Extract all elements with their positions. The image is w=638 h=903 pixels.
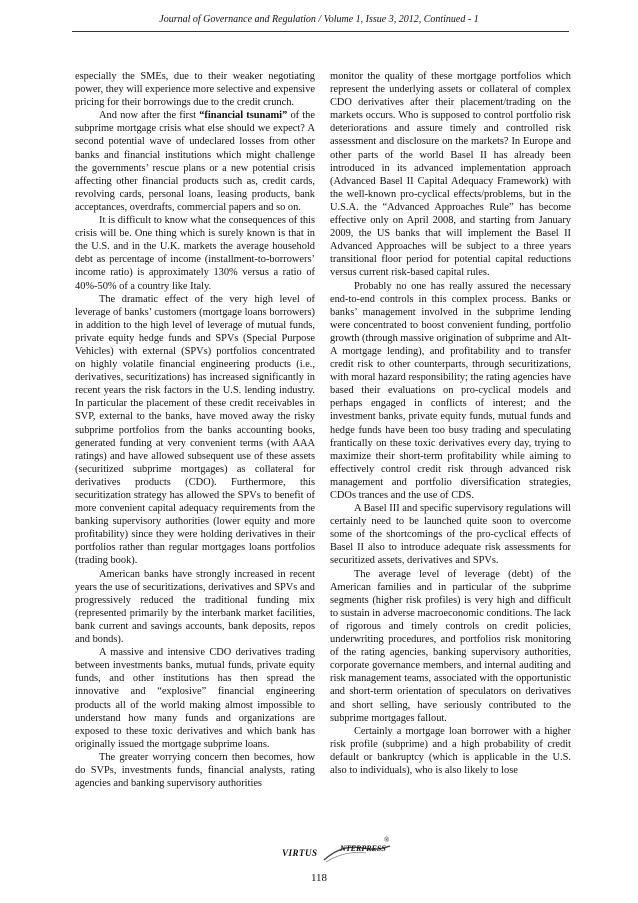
paragraph: A Basel III and specific supervisory regulations will certainly need to be launched quite soon to overcome some of the shortcomings of the pro-cyclical effects of Basel II also to introduce adequate risk assessments for securitized assets, derivatives and SPVs.: [330, 503, 571, 567]
registered-mark: ®: [384, 836, 390, 844]
paragraph: [75, 109, 315, 214]
paragraph-post: of the subprime mortgage crisis what else should we expect? A second potential wave of undeclared losses from other banks and financial institutions which might challenge the governments’ rescue plans or a new potential crisis affecting other financial products such as, credit cards, revolving cards, personal loans, leasing products, bank acceptances, overdrafts, commercial papers and so on.: [75, 110, 315, 213]
paragraph: The average level of leverage (debt) of the American families and in particular of the subprime segments (higher risk profiles) is very high and difficult to sustain in adverse macroeconomic conditions. The lack of rigorous and timely controls on credit policies, underwriting procedures, and portfolios risk monitoring of the rating agencies, banking supervisory authorities, corporate governance members, and internal auditing and risk management teams, associated with the opportunistic and short-term orientation of speculators on derivatives and short selling, have seriously contributed to the subprime mortgages fallout.: [330, 568, 571, 724]
paragraph: The greater worrying concern then becomes, how do SVPs, investments funds, financial analysts, rating agencies and banking supervisory authorities: [75, 751, 315, 790]
paragraph: Probably no one has really assured the necessary end-to-end controls in this complex process. Banks or banks’ management involved in the subprime lending were concentrated to boost convenient funding, portfolio growth (through massive origination of subprime and Alt-A mortgage lending), and profitability and to transfer credit risk to other counterparts, through securitizations, with moral hazard responsibility; the rating agencies have based their evaluations on pro-cyclical models and perhaps engaged in conflicts of interest; and the investment banks, private equity funds, mutual funds and hedge funds have been too busy trading and speculating frantically on these toxic derivatives every day, trying to maximize their short-term profitability while aiming to effectively control credit risk through advanced risk management and portfolio diversification strategies, CDOs trances and the use of CDS.: [330, 280, 571, 501]
paragraph: A massive and intensive CDO derivatives trading between investments banks, mutual funds, private equity funds, and other institutions has then spread the innovative and “explosive” financial engineering products all of the world making almost impossible to understand how many funds and organizations are exposed to these toxic derivatives and which bank has originally issued the mortgage subprime loans.: [75, 647, 315, 750]
paragraph: Certainly a mortgage loan borrower with a higher risk profile (subprime) and a high probability of credit default or bankruptcy (which is applicable in the U.S. also to individuals), who is also likely to lose: [330, 725, 571, 776]
paragraph: The dramatic effect of the very high level of leverage of banks’ customers (mortgage loans borrowers) in addition to the high level of leverage of mutual funds, private equity hedge funds and SPVs (Special Purpose Vehicles) with external (SPVs) portfolios concentrated on highly volatile financial engineering products (i.e., derivatives, securitizations) has increased significantly in recent years the risk factors in the U.S. lending industry. In particular the placement of these credit receivables in SVP, external to the banks, have moved away the risky subprime portfolios from the banks accounting books, generated funding at very convenient terms (with AAA ratings) and have allowed subsequent use of these assets (securitized subprime mortgages) as collateral for derivatives products (CDO). Furthermore, this securitization strategy has allowed the SPVs to benefit of more convenient capital adequacy requirements from the banking supervisory authorities (lower equity and more profitability) since they were holding derivatives in their portfolios rather than regular mortgages loans portfolios (trading book).: [75, 293, 315, 567]
paragraph: It is difficult to know what the consequences of this crisis will be. One thing which is surely known is that in the U.S. and in the U.K. markets the average household debt as percentage of income (installment-to-borrowers’ income ratio) is approximately 130% versus a ratio of 40%-50% of a country like Italy.: [75, 215, 315, 292]
logo-text-left: VIRTUS: [282, 848, 318, 858]
paragraph-bold: “financial tsunami”: [199, 110, 288, 122]
running-head: Journal of Governance and Regulation / Volume 1, Issue 3, 2012, Continued - 1: [159, 14, 479, 25]
paragraph: especially the SMEs, due to their weaker negotiating power, they will experience more selective and expensive pricing for their borrowings due to the credit crunch.: [75, 71, 315, 109]
paragraph-pre: And now after the first: [99, 110, 200, 122]
paragraph: monitor the quality of these mortgage portfolios which represent the underlying assets or collateral of complex CDO derivatives after their placement/trading on the markets occurs. Who is supposed to control portfolio risk deteriorations and assure timely and controlled risk assessment and disclosure on the markets? In Europe and other parts of the world Basel II has already been introduced in its advanced implementation approach (Advanced Basel II Capital Adequacy Framework) with the well-known pro-cyclical effects/problems, but in the U.S.A. the “Advanced Approaches Rule” has become effective only on April 2008, and starting from January 2009, the US banks that will implement the Basel II Advanced Approaches will be subject to a three years transitional floor period for potential capital reductions versus current risk-based capital rules.: [330, 71, 571, 279]
publisher-logo: [282, 836, 392, 864]
right-column: [330, 70, 571, 777]
page-number: 118: [310, 872, 328, 884]
header-rule: [72, 31, 569, 32]
logo-text-right: NTERPRESS: [340, 844, 386, 853]
paragraph: American banks have strongly increased in recent years the use of securitizations, derivatives and SPVs and progressively reduced the traditional funding mix (represented primarily by the interbank market facilities, bank current and savings accounts, bank deposits, repos and bonds).: [75, 568, 315, 646]
left-column: [75, 70, 315, 790]
